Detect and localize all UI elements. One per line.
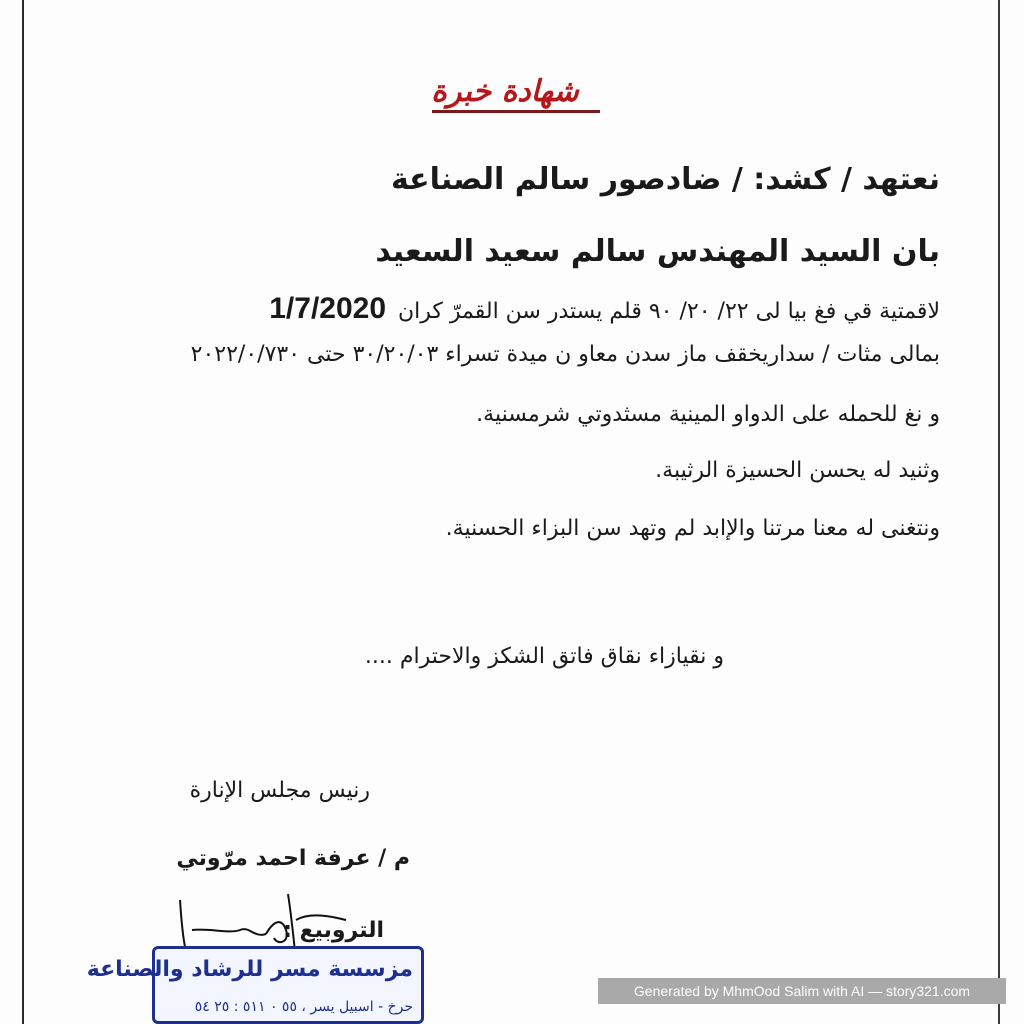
chairman-name: م / عرفة احمد مرّوتي [176, 846, 410, 871]
stamp-address: حرخ - اسبيل يسر ، ٥٥ ٠ ٥١١ : ٢٥ ٥٤ [194, 999, 413, 1015]
experience-text: لاقمتية قي فغ بيا لى ٢٢/ ٢٠/ ٩٠ قلم يستدر سن القمرّ كران [398, 299, 940, 324]
experience-line [269, 292, 940, 326]
certificate-title: شهادة خبرة [431, 74, 579, 109]
projects-line: بمالى مثات / سداريخقف ماز سدن معاو ن ميدة تسراء ٣٠/٢٠/٠٣ حتى ٢٠٢٢/٠/٧٣٠ [190, 342, 940, 367]
addressee-line: نعتهد / كشد: / ضادصور سالم الصناعة [390, 162, 940, 197]
company-stamp [86, 946, 424, 1024]
stamp-company-name: مزسسة مسر للرشاد والصناعة [86, 957, 413, 982]
signature-label: التروبيع : [283, 918, 384, 943]
page-edge-left [22, 0, 24, 1024]
experience-start-date: 1/7/2020 [269, 292, 387, 325]
page-edge-right [998, 0, 1000, 1024]
wishes-line: ونتغنى له معنا مرتنا والإابد لم وتهد سن البزاء الحسنية. [445, 516, 940, 541]
title-underline [432, 110, 600, 113]
generated-by-watermark: Generated by MhmOod Salim with AI — story321.com [598, 978, 1006, 1004]
thanks-line: و نقيازاء نقاق فاتق الشكز والاحترام .... [364, 644, 724, 669]
engineer-line: بان السيد المهندس سالم سعيد السعيد [375, 234, 940, 269]
testimony-line: وثنيد له يحسن الحسيزة الرثيبة. [655, 458, 940, 483]
chairman-title: رنيس مجلس الإنارة [189, 778, 370, 803]
ability-line: و نغ للحمله على الدواو المينية مسثدوتي شرمسنية. [476, 402, 940, 427]
